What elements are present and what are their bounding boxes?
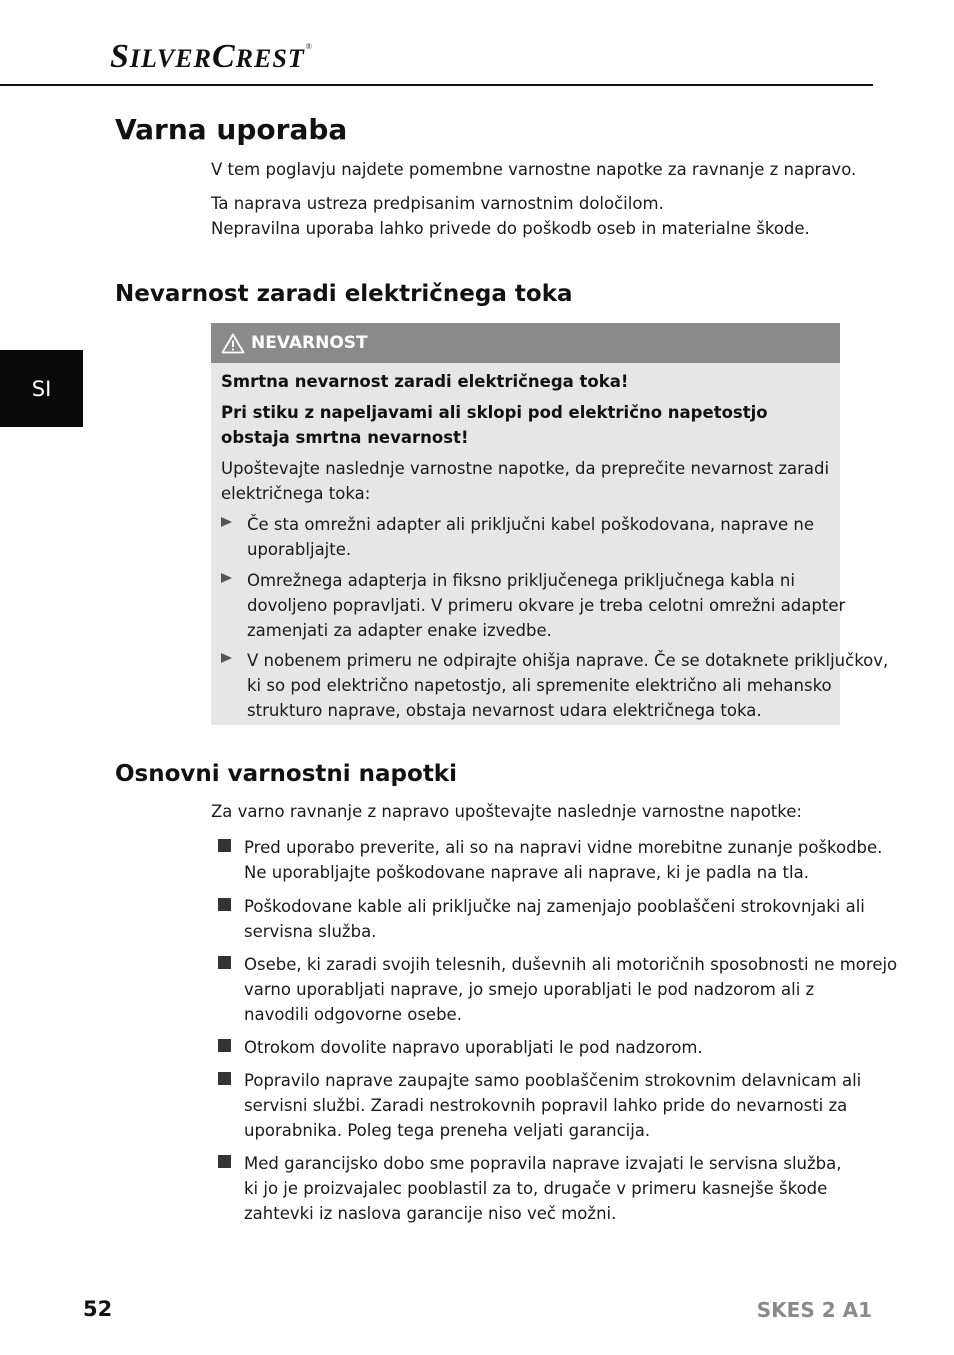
arrow-bullet-icon: [221, 653, 232, 663]
list-item-line: Popravilo naprave zaupajte samo pooblaščenim strokovnim delavnicam ali: [244, 1071, 862, 1090]
list-item-line: servisna služba.: [244, 922, 377, 941]
brand-logo-c: C: [211, 38, 236, 75]
list-item-line: Pred uporabo preverite, ali so na napravi vidne morebitne zunanje poškodbe.: [244, 838, 883, 857]
page-title: Varna uporaba: [115, 113, 348, 146]
list-item-line: Med garancijsko dobo sme popravila naprave izvajati le servisna služba,: [244, 1154, 842, 1173]
list-item-line: zahtevki iz naslova garancije niso več možni.: [244, 1204, 617, 1223]
list-item-line: Poškodovane kable ali priključke naj zamenjajo pooblaščeni strokovnjaki ali: [244, 897, 865, 916]
square-bullet-icon: [218, 956, 231, 969]
list-item-line: Ne uporabljajte poškodovane naprave ali naprave, ki je padla na tla.: [244, 863, 809, 882]
language-tab: SI: [0, 350, 83, 427]
list-item-line: Omrežnega adapterja in fiksno priključenega priključnega kabla ni: [247, 571, 795, 590]
list-item-line: ki so pod električno napetostjo, ali spremenite električno ali mehansko: [247, 676, 832, 695]
list-item-line: dovoljeno popravljati. V primeru okvare je treba celotni omrežni adapter: [247, 596, 846, 615]
section-heading-electric: Nevarnost zaradi električnega toka: [115, 281, 573, 307]
danger-header: [211, 323, 840, 363]
page-number: 52: [83, 1297, 113, 1321]
list-item-line: Osebe, ki zaradi svojih telesnih, duševnih ali motoričnih sposobnosti ne morejo: [244, 955, 898, 974]
square-bullet-icon: [218, 1039, 231, 1052]
list-item-line: navodili odgovorne osebe.: [244, 1005, 462, 1024]
compliance-line-2: Nepravilna uporaba lahko privede do poškodb oseb in materialne škode.: [211, 219, 810, 238]
list-item-line: servisni službi. Zaradi nestrokovnih popravil lahko pride do nevarnosti za: [244, 1096, 848, 1115]
section-heading-basic-safety: Osnovni varnostni napotki: [115, 761, 457, 787]
header-divider: [0, 84, 873, 86]
danger-bold-2-line-1: Pri stiku z napeljavami ali sklopi pod električno napetostjo: [221, 403, 768, 422]
brand-logo-rest: REST: [235, 44, 305, 73]
danger-box: [211, 323, 889, 725]
danger-bold-1: Smrtna nevarnost zaradi električnega toka!: [221, 372, 629, 391]
brand-logo-s: S: [110, 38, 130, 75]
square-bullet-icon: [218, 898, 231, 911]
square-bullet-icon: [218, 1072, 231, 1085]
list-item-line: strukturo naprave, obstaja nevarnost udara električnega toka.: [247, 701, 762, 720]
brand-logo-ilver: ILVER: [129, 44, 212, 73]
danger-intro-line-1: Upoštevajte naslednje varnostne napotke, da preprečite nevarnost zaradi: [221, 459, 830, 478]
list-item-line: uporabljajte.: [247, 540, 352, 559]
list-item-line: Če sta omrežni adapter ali priključni kabel poškodovana, naprave ne: [247, 515, 815, 534]
arrow-bullet-icon: [221, 517, 232, 527]
arrow-bullet-icon: [221, 573, 232, 583]
registered-mark: ®: [305, 42, 313, 51]
warning-triangle-icon: [221, 333, 245, 354]
intro-paragraph: V tem poglavju najdete pomembne varnostne napotke za ravnanje z napravo.: [211, 160, 857, 179]
danger-bold-2-line-2: obstaja smrtna nevarnost!: [221, 428, 469, 447]
list-item-line: uporabnika. Poleg tega preneha veljati garancija.: [244, 1121, 651, 1140]
list-item-line: Otrokom dovolite napravo uporabljati le pod nadzorom.: [244, 1038, 703, 1057]
square-bullet-icon: [218, 839, 231, 852]
compliance-line-1: Ta naprava ustreza predpisanim varnostnim določilom.: [211, 194, 664, 213]
basic-safety-intro: Za varno ravnanje z napravo upoštevajte naslednje varnostne napotke:: [211, 802, 802, 821]
danger-intro-line-2: električnega toka:: [221, 484, 371, 503]
list-item-line: ki jo je proizvajalec pooblastil za to, drugače v primeru kasnejše škode: [244, 1179, 828, 1198]
list-item-line: varno uporabljati naprave, jo smejo uporabljati le pod nadzorom ali z: [244, 980, 815, 999]
danger-label: NEVARNOST: [251, 333, 368, 353]
brand-logo: [110, 38, 313, 76]
model-number: SKES 2 A1: [756, 1298, 872, 1322]
list-item-line: zamenjati za adapter enake izvedbe.: [247, 621, 552, 640]
square-bullet-icon: [218, 1155, 231, 1168]
list-item-line: V nobenem primeru ne odpirajte ohišja naprave. Če se dotaknete priključkov,: [247, 651, 889, 670]
